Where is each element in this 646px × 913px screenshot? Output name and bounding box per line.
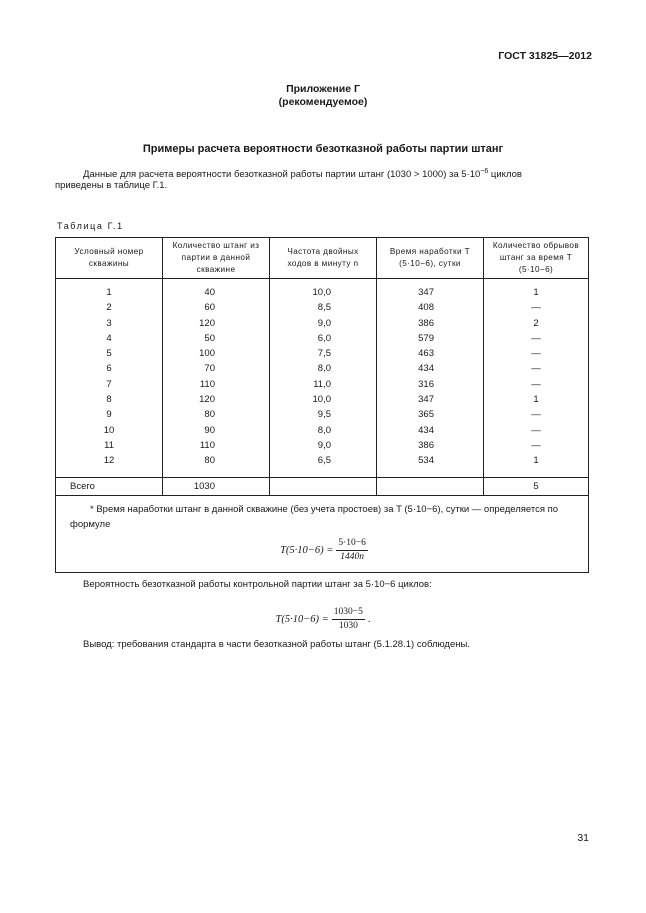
probability-tail: .: [367, 614, 371, 625]
table-cell: 11,0: [313, 378, 331, 390]
table-cell: 8,5: [317, 302, 331, 314]
footnote-formula: [70, 538, 578, 563]
table-cell: 2: [533, 317, 539, 329]
footnote-cell: [56, 495, 589, 572]
table-cell: 316: [418, 378, 434, 390]
table-cell: 10,0: [312, 394, 331, 406]
table-cell: 50: [204, 332, 215, 344]
total-row: [56, 477, 589, 495]
total-time-empty: [377, 477, 484, 495]
total-quantity: 1030: [163, 477, 270, 495]
table-cell: 434: [418, 424, 434, 436]
footnote-row: [56, 495, 589, 572]
table-cell: 80: [204, 455, 215, 467]
table-cell: 80: [204, 409, 215, 421]
table-cell: 463: [418, 348, 434, 360]
footnote-line1: * Время наработки штанг в данной скважине (без учета простоев) за T (5·10−6), сутки — определяется по: [90, 503, 559, 515]
header-quantity: Количество штанг из партии в данной скважине: [163, 238, 270, 279]
table-cell: 6,5: [317, 455, 331, 467]
table-cell: —: [531, 348, 541, 360]
table-cell: —: [531, 302, 541, 314]
table-label: Таблица Г.1: [57, 221, 124, 231]
column-time: [377, 279, 484, 478]
table-cell: 434: [418, 363, 434, 375]
table-cell: 120: [199, 317, 215, 329]
standard-number: ГОСТ 31825—2012: [498, 50, 592, 62]
table-cell: 8: [106, 394, 112, 406]
column-number: [56, 279, 163, 478]
column-frequency: [270, 279, 377, 478]
intro-exponent: −6: [480, 168, 489, 175]
header-frequency: Частота двойных ходов в минуту n: [270, 238, 377, 279]
column-failures: [484, 279, 589, 478]
table-cell: 347: [418, 287, 434, 298]
probability-fraction: [332, 607, 365, 632]
table-cell: 2: [106, 302, 112, 314]
intro-line2: приведены в таблице Г.1.: [55, 180, 168, 191]
formula-lhs: T(5·10−6) =: [280, 544, 334, 556]
appendix-subtitle: (рекомендуемое): [278, 96, 368, 108]
table-cell: 9,5: [317, 409, 331, 421]
table-cell: 7,5: [317, 348, 331, 360]
table-cell: —: [531, 439, 541, 451]
header-failures: Количество обрывов штанг за время T (5·10−6): [484, 238, 589, 279]
table-cell: 386: [418, 439, 434, 451]
table-cell: 1: [533, 394, 539, 406]
intro-line1: Данные для расчета вероятности безотказной работы партии штанг (1030 > 1000) за 5·10: [83, 169, 481, 181]
table-cell: 70: [204, 363, 215, 375]
table-cell: 365: [418, 409, 434, 421]
table-cell: 120: [199, 394, 215, 406]
conclusion-text: Вывод: требования стандарта в части безотказной работы штанг (5.1.28.1) соблюдены.: [83, 639, 470, 650]
table-cell: 9,0: [317, 439, 331, 451]
table-cell: —: [531, 409, 541, 421]
table-cell: 1: [533, 287, 539, 298]
table-cell: 8,0: [317, 363, 331, 375]
probability-denominator: 1030: [338, 621, 358, 631]
table-cell: 3: [106, 317, 112, 329]
table-cell: 40: [204, 287, 215, 298]
data-table: [55, 237, 589, 573]
table-cell: 9: [106, 409, 112, 421]
table-cell: —: [531, 424, 541, 436]
total-frequency-empty: [270, 477, 377, 495]
formula-fraction: [336, 538, 368, 563]
table-cell: 5: [106, 348, 112, 360]
table-header-row: [56, 238, 589, 279]
intro-line1-tail: циклов: [488, 169, 522, 181]
table-cell: 534: [418, 455, 434, 467]
table-cell: —: [531, 378, 541, 390]
total-failures: 5: [484, 477, 589, 495]
header-time: Время наработки T (5·10−6), сутки: [377, 238, 484, 279]
table-cell: 110: [199, 439, 215, 451]
probability-lhs: T(5·10−6) =: [275, 614, 329, 625]
table-cell: 7: [106, 378, 112, 390]
table-cell: 90: [204, 424, 215, 436]
table-cell: 1: [106, 287, 112, 298]
table-cell: 347: [418, 394, 434, 406]
formula-denominator: 1440n: [340, 551, 364, 562]
table-cell: 11: [104, 439, 114, 451]
probability-text: Вероятность безотказной работы контрольной партии штанг за 5·10−6 циклов:: [83, 579, 432, 590]
table-cell: 6,0: [317, 332, 331, 344]
table-cell: 1: [533, 455, 539, 467]
table-cell: 10: [103, 424, 115, 436]
table-body-row: [56, 279, 589, 478]
table-cell: 110: [199, 378, 215, 390]
table-cell: —: [531, 363, 541, 375]
appendix-title: Приложение Г: [286, 83, 360, 95]
probability-numerator: 1030−5: [332, 607, 365, 620]
table-cell: 100: [199, 348, 215, 360]
table-cell: 386: [418, 317, 434, 329]
table-cell: 12: [103, 455, 115, 467]
section-title: Примеры расчета вероятности безотказной работы партии штанг: [142, 143, 504, 155]
table-cell: 60: [204, 302, 215, 314]
probability-formula: [0, 607, 646, 632]
header-number: Условный номер скважины: [56, 238, 163, 279]
total-label: Всего: [56, 477, 163, 495]
table-cell: —: [531, 332, 541, 344]
formula-numerator: 5·10−6: [336, 538, 368, 551]
table-cell: 10,0: [312, 287, 331, 298]
table-cell: 579: [418, 332, 434, 344]
column-quantity: [163, 279, 270, 478]
page-number: 31: [577, 832, 589, 844]
table-cell: 4: [106, 332, 112, 344]
footnote-line2: формуле: [70, 518, 111, 530]
table-cell: 408: [418, 302, 434, 314]
table-cell: 9,0: [317, 317, 331, 329]
table-cell: 8,0: [317, 424, 331, 436]
table-cell: 6: [106, 363, 112, 375]
